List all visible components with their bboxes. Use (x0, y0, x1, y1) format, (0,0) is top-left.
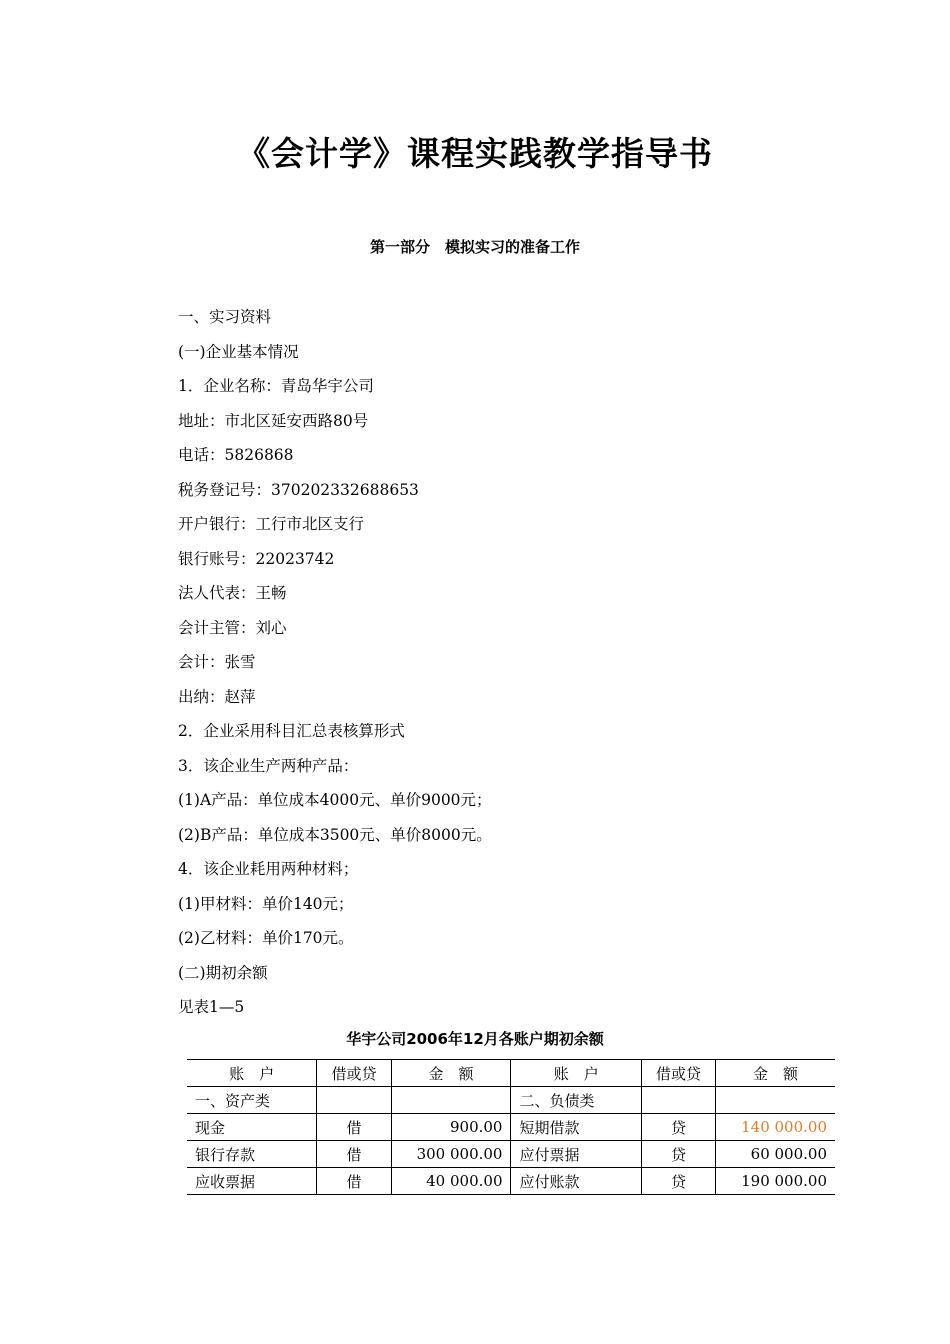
debit-credit-cell (317, 1087, 391, 1114)
amount-cell-highlighted: 140 000.00 (716, 1114, 835, 1141)
amount-cell (716, 1087, 835, 1114)
text-line: (二)期初余额 (178, 963, 268, 982)
text-line: 银行账号：22023742 (178, 549, 335, 568)
header-debit-credit: 借或贷 (641, 1060, 715, 1087)
header-debit-credit: 借或贷 (317, 1060, 391, 1087)
text-line: 见表1—5 (178, 998, 245, 1016)
debit-credit-cell: 贷 (641, 1114, 715, 1141)
table-header-row (187, 1060, 835, 1087)
table-row (187, 1141, 835, 1168)
text-line: 会计主管：刘心 (178, 618, 287, 637)
amount-cell: 900.00 (391, 1114, 511, 1141)
amount-cell: 190 000.00 (716, 1168, 835, 1195)
amount-cell: 60 000.00 (716, 1141, 835, 1168)
text-line: (1)A产品：单位成本4000元、单价9000元； (178, 791, 492, 809)
text-line: 1．企业名称：青岛华宇公司 (178, 377, 374, 395)
account-cell: 应收票据 (187, 1168, 317, 1195)
amount-cell: 40 000.00 (391, 1168, 511, 1195)
text-line: 出纳：赵萍 (178, 687, 256, 706)
text-line: 开户银行：工行市北区支行 (178, 515, 365, 533)
header-account: 账 户 (187, 1060, 317, 1087)
document-title: 《会计学》课程实践教学指导书 (237, 134, 713, 173)
text-line: 2．企业采用科目汇总表核算形式 (178, 722, 405, 740)
amount-cell: 300 000.00 (391, 1141, 511, 1168)
header-amount: 金 额 (391, 1060, 511, 1087)
table-row (187, 1114, 835, 1141)
debit-credit-cell: 借 (317, 1168, 391, 1195)
text-line: 4．该企业耗用两种材料； (178, 860, 359, 878)
text-line: (2)B产品：单位成本3500元、单价8000元。 (178, 825, 492, 844)
table-row (187, 1087, 835, 1114)
amount-cell (391, 1087, 511, 1114)
body-text (178, 300, 858, 1025)
text-line: 会计：张雪 (178, 653, 256, 671)
account-cell: 二、负债类 (511, 1087, 641, 1114)
text-line: 税务登记号：370202332688653 (178, 480, 419, 499)
account-cell: 应付账款 (511, 1168, 641, 1195)
part-title: 第一部分 模拟实习的准备工作 (369, 238, 580, 256)
text-line: 一、实习资料 (178, 308, 272, 326)
text-line: 法人代表：王畅 (178, 584, 287, 602)
table-title: 华宇公司2006年12月各账户期初余额 (346, 1030, 604, 1048)
text-line: (1)甲材料：单价140元； (178, 894, 354, 913)
account-cell: 应付票据 (511, 1141, 641, 1168)
debit-credit-cell: 借 (317, 1141, 391, 1168)
text-line: (2)乙材料：单价170元。 (178, 929, 354, 947)
header-amount: 金 额 (716, 1060, 835, 1087)
text-line: (一)企业基本情况 (178, 342, 299, 361)
account-cell: 一、资产类 (187, 1087, 317, 1114)
debit-credit-cell: 贷 (641, 1141, 715, 1168)
table-row (187, 1168, 835, 1195)
account-cell: 短期借款 (511, 1114, 641, 1141)
debit-credit-cell (641, 1087, 715, 1114)
account-cell: 银行存款 (187, 1141, 317, 1168)
text-line: 3．该企业生产两种产品： (178, 756, 359, 775)
opening-balance-table (187, 1059, 835, 1195)
debit-credit-cell: 借 (317, 1114, 391, 1141)
header-account: 账 户 (511, 1060, 641, 1087)
text-line: 电话：5826868 (178, 446, 294, 464)
text-line: 地址：市北区延安西路80号 (178, 411, 369, 430)
account-cell: 现金 (187, 1114, 317, 1141)
debit-credit-cell: 贷 (641, 1168, 715, 1195)
